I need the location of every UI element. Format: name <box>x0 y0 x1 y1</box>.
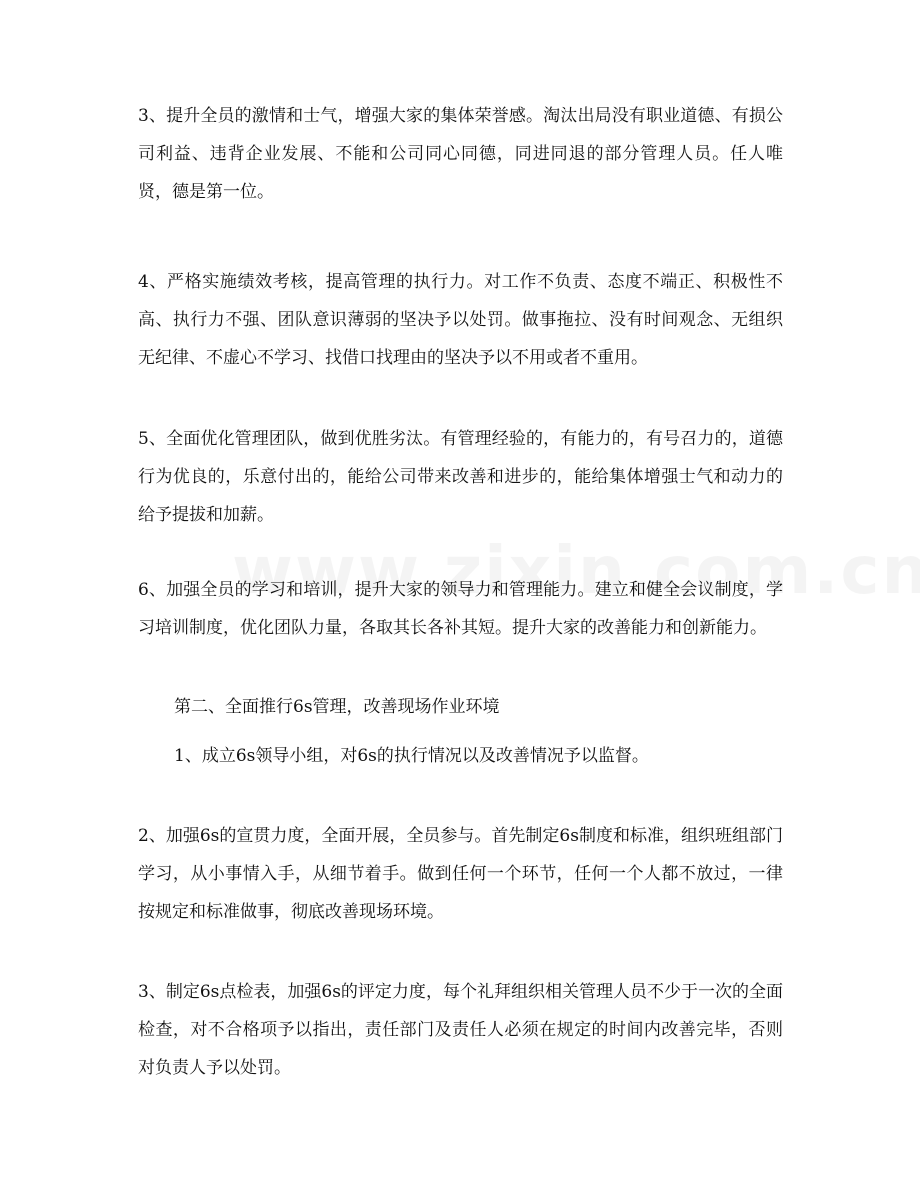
paragraph-2-6s-promotion: 2、加强6s的宣贯力度，全面开展，全员参与。首先制定6s制度和标准，组织班组部门学习，从小事情入手，从细节着手。做到任何一个环节，任何一个人都不放过，一律按规定和标准做事，彻底改善现场环境。 <box>138 826 783 922</box>
paragraph-3-morale: 3、提升全员的激情和士气，增强大家的集体荣誉感。淘汰出局没有职业道德、有损公司利益、违背企业发展、不能和公司同心同德，同进同退的部分管理人员。任人唯贤，德是第一位。 <box>138 106 783 202</box>
section-heading-6s: 第二、全面推行6s管理，改善现场作业环境 <box>174 697 500 717</box>
paragraph-4-performance: 4、严格实施绩效考核，提高管理的执行力。对工作不负责、态度不端正、积极性不高、执行力不强、团队意识薄弱的坚决予以处罚。做事拖拉、没有时间观念、无组织无纪律、不虚心不学习、找借口找理由的坚决予以不用或者不重用。 <box>138 272 783 368</box>
paragraph-6-training: 6、加强全员的学习和培训，提升大家的领导力和管理能力。建立和健全会议制度，学习培训制度，优化团队力量，各取其长各补其短。提升大家的改善能力和创新能力。 <box>138 580 783 638</box>
paragraph-1-6s-group: 1、成立6s领导小组，对6s的执行情况以及改善情况予以监督。 <box>174 746 649 766</box>
paragraph-5-team: 5、全面优化管理团队，做到优胜劣汰。有管理经验的，有能力的，有号召力的，道德行为优良的，乐意付出的，能给公司带来改善和进步的，能给集体增强士气和动力的给予提拔和加薪。 <box>138 429 783 525</box>
paragraph-3-6s-checklist: 3、制定6s点检表，加强6s的评定力度，每个礼拜组织相关管理人员不少于一次的全面检查，对不合格项予以指出，责任部门及责任人必须在规定的时间内改善完毕，否则对负责人予以处罚。 <box>138 982 783 1078</box>
